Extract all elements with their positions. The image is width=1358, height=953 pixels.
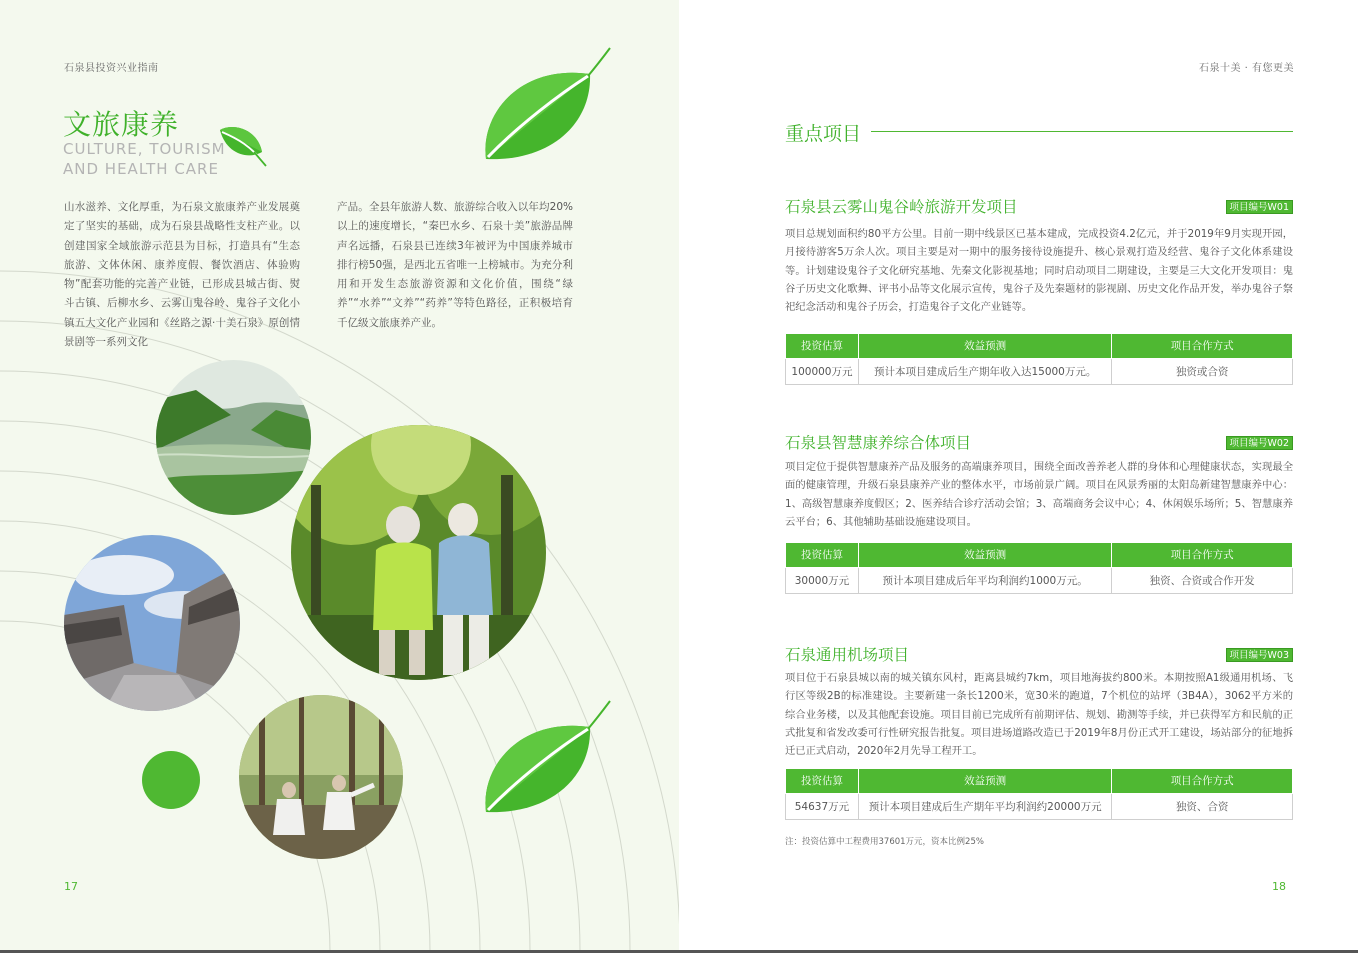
header-benefit: 效益预测 <box>858 769 1111 793</box>
decorative-dot <box>142 751 200 809</box>
project-table <box>785 769 1293 820</box>
cell-cooperation: 独资、合资或合作开发 <box>1112 567 1293 593</box>
leaf-icon <box>214 120 270 170</box>
project-description: 项目定位于提供智慧康养产品及服务的高端康养项目，围绕全面改善养老人群的身体和心理健康状态，实现最全面的健康管理，升级石泉县康养产业的整体水平，市场前景广阔。项目在风景秀丽的太阳岛新建智慧康养中心：1、高级智慧康养度假区；2、医养结合诊疗活动会馆；3、高端商务会议中心；4、休闲娱乐场所；5、智慧康养云平台；6、其他辅助基础设施建设项目。 <box>785 461 1293 528</box>
cell-investment: 54637万元 <box>786 793 859 819</box>
leaf-icon <box>480 44 615 164</box>
header-benefit: 效益预测 <box>858 543 1111 567</box>
project-description: 项目位于石泉县城以南的城关镇东风村，距离县城约7km，项目地海拔约800米。本期按照A1级通用机场、飞行区等级2B的标准建设。主要新建一条长1200米，宽30米的跑道，7个机位的站坪（3B4A），3062平方米的综合业务楼，以及其他配套设施。项目目前已完成所有前期评估、规划、勘测等手续，并已获得军方和民航的正式批复和省发改委可行性研究报告批复。项目进场道路改造已于2019年8月份正式开工建设，场站部分的征地拆迁已正式启动，2020年2月先导工程开工。 <box>785 672 1293 758</box>
header-investment: 投资估算 <box>786 769 859 793</box>
photo-elderly-couple <box>291 425 546 680</box>
table-row <box>786 358 1293 384</box>
table-row <box>786 567 1293 593</box>
project-title: 石泉县云雾山鬼谷岭旅游开发项目 <box>785 198 1018 216</box>
project-table <box>785 334 1293 385</box>
project-description: 项目总规划面积约80平方公里。目前一期中线景区已基本建成，完成投资4.2亿元，并于2019年9月实现开园，月接待游客5万余人次。项目主要是对一期中的服务接待设施提升、核心景观打造及经营、鬼谷子文化体系建设等。计划建设鬼谷子文化研究基地、先秦文化影视基地；同时启动项目二期建设，主要是三大文化开发项目：鬼谷子历史文化歌舞、评书小品等文化展示宣传，鬼谷子及先秦题材的影视剧、历史文化作品开发，举办鬼谷子祭祀纪念活动和鬼谷子历会，打造鬼谷子文化产业链等。 <box>785 228 1293 314</box>
header-benefit: 效益预测 <box>858 334 1111 358</box>
investment-note: 注：投资估算中工程费用37601万元，资本比例25% <box>785 837 984 847</box>
photo-old-town-street <box>64 535 240 711</box>
page-number-left: 17 <box>64 880 78 893</box>
project-code-badge: 项目编号W01 <box>1226 200 1293 214</box>
subtitle-line-2: AND HEALTH CARE <box>63 160 219 178</box>
section-title: 重点项目 <box>785 123 862 145</box>
header-cooperation: 项目合作方式 <box>1112 334 1293 358</box>
section-title-rule <box>871 131 1293 132</box>
left-page <box>0 0 679 951</box>
project-title: 石泉通用机场项目 <box>785 646 910 664</box>
page-title: 文旅康养 <box>63 108 180 141</box>
project-title: 石泉县智慧康养综合体项目 <box>785 434 972 452</box>
right-page <box>679 0 1358 951</box>
body-text-col2: 产品。全县年旅游人数、旅游综合收入以年均20%以上的速度增长，“秦巴水乡、石泉十美”旅游品牌声名远播，石泉县已连续3年被评为中国康养城市排行榜50强，是西北五省唯一上榜城市。为充分利用和开发生态旅游资源和文化价值，围绕“绿养”“水养”“文养”“药养”等特色路径，正积极培育千亿级文旅康养产业。 <box>337 201 573 329</box>
cell-cooperation: 独资、合资 <box>1112 793 1293 819</box>
header-cooperation: 项目合作方式 <box>1112 543 1293 567</box>
header-investment: 投资估算 <box>786 543 859 567</box>
photo-tai-chi-forest <box>239 695 403 859</box>
running-head-left: 石泉县投资兴业指南 <box>64 63 159 74</box>
cell-benefit: 预计本项目建成后年平均利润约1000万元。 <box>858 567 1111 593</box>
cell-benefit: 预计本项目建成后生产期年收入达15000万元。 <box>858 358 1111 384</box>
photo-lake-landscape <box>156 360 311 515</box>
header-cooperation: 项目合作方式 <box>1112 769 1293 793</box>
project-table <box>785 543 1293 594</box>
page-number-right: 18 <box>1272 880 1286 893</box>
cell-investment: 100000万元 <box>786 358 859 384</box>
project-w02 <box>785 431 1293 601</box>
leaf-icon <box>480 697 615 817</box>
project-w03 <box>785 643 1293 828</box>
project-code-badge: 项目编号W02 <box>1226 436 1293 450</box>
project-code-badge: 项目编号W03 <box>1226 648 1293 662</box>
subtitle-line-1: CULTURE, TOURISM <box>63 140 226 158</box>
body-text-col1: 山水滋养、文化厚重，为石泉文旅康养产业发展奠定了坚实的基础，成为石泉县战略性支柱产业。以创建国家全域旅游示范县为目标，打造具有“生态旅游、文体休闲、康养度假、餐饮酒店、体验购物”配套功能的完善产业链，已形成县城古街、熨斗古镇、后柳水乡、云雾山鬼谷岭、鬼谷子文化小镇五大文化产业园和《丝路之源·十美石泉》原创情景剧等一系列文化 <box>64 201 300 349</box>
table-row <box>786 793 1293 819</box>
cell-cooperation: 独资或合资 <box>1112 358 1293 384</box>
running-head-right: 石泉十美 · 有您更美 <box>1198 63 1294 74</box>
cell-investment: 30000万元 <box>786 567 859 593</box>
project-w01 <box>785 195 1293 390</box>
cell-benefit: 预计本项目建成后生产期年平均利润约20000万元 <box>858 793 1111 819</box>
header-investment: 投资估算 <box>786 334 859 358</box>
